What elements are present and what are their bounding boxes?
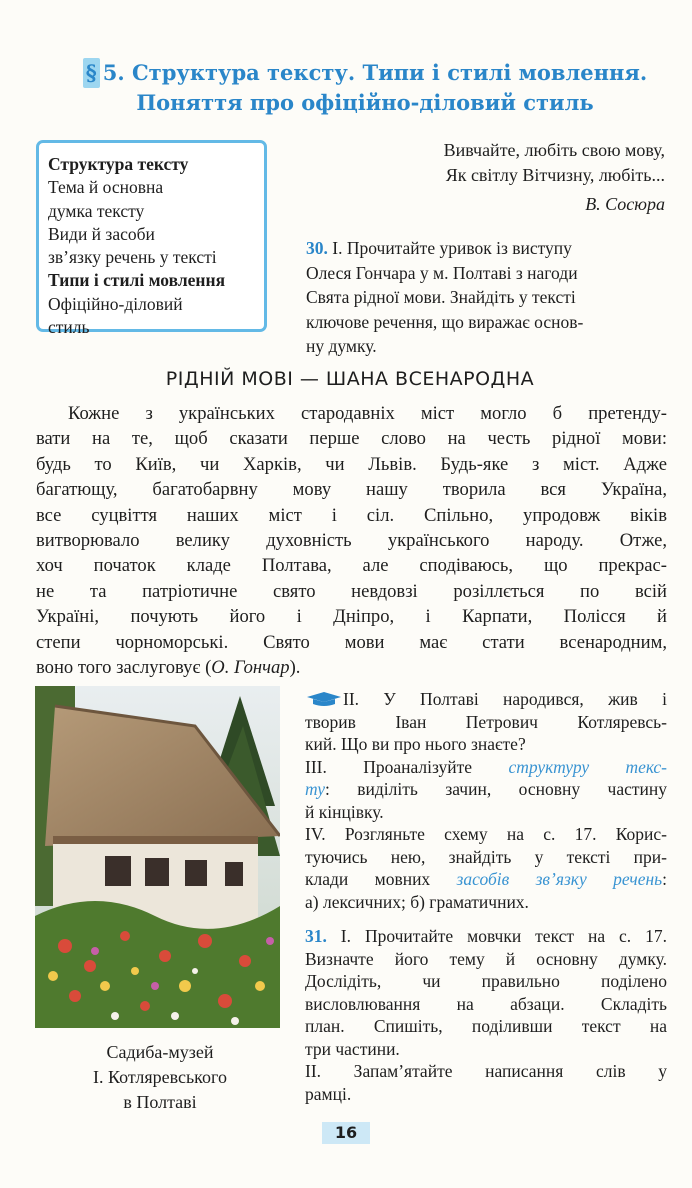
- task-line: [305, 925, 667, 948]
- epigraph: [300, 138, 665, 217]
- task-line: Дослідіть, чи правильно поділено: [305, 971, 667, 991]
- exercise-line: ну думку.: [306, 336, 377, 356]
- task-text: ІІ. У Полтаві народився, жив і: [343, 689, 667, 709]
- term-link: засобів зв’язку речень: [456, 869, 663, 889]
- exercise-number: 30.: [306, 238, 328, 258]
- epigraph-line: Як світлу Вітчизну, любіть...: [445, 165, 665, 185]
- box-line: Тема й основна: [48, 177, 164, 198]
- tasks-column: [305, 688, 667, 1105]
- paragraph-author: О. Гончар: [211, 656, 290, 678]
- main-paragraph: [36, 401, 667, 680]
- task-line: ІІ. Запам’ятайте написання слів у: [305, 1061, 667, 1081]
- photo-illustration: [35, 686, 280, 1028]
- exercise-line: І. Прочитайте уривок із виступу: [332, 238, 572, 258]
- box-line: Офіційно-діловий: [48, 293, 183, 314]
- paragraph-text: воно того заслуговує (: [36, 656, 212, 678]
- photo-caption: [50, 1040, 270, 1115]
- task-line: рамці.: [305, 1083, 352, 1104]
- box-line: Структура тексту: [48, 154, 189, 174]
- task-text: клади мовних: [305, 869, 457, 889]
- box-line: стиль: [48, 317, 90, 338]
- task-line: три частини.: [305, 1038, 400, 1059]
- term-link: структуру текс-: [508, 756, 667, 777]
- paragraph-text: ).: [289, 656, 301, 678]
- box-line: думка тексту: [48, 200, 145, 221]
- task-line: [305, 778, 667, 801]
- paragraph-line: не та патріотичне свято невдовзі розіллється по всій: [36, 580, 667, 602]
- epigraph-line: Вивчайте, любіть свою мову,: [443, 140, 665, 160]
- caption-line: І. Котляревського: [93, 1067, 227, 1087]
- caption-line: Садиба-музей: [106, 1042, 214, 1062]
- task-line: план. Спишіть, поділивши текст на: [305, 1016, 667, 1036]
- paragraph-line: вати на те, щоб сказати перше слово на честь рідної мови:: [36, 428, 667, 450]
- paragraph-line: витворювало велику духовність українського народу. Отже,: [36, 529, 667, 551]
- paragraph-line: степи чорноморські. Свято мови має стати всенародним,: [36, 631, 667, 653]
- term-link: ту: [305, 779, 325, 799]
- title-line-2: Поняття про офіційно-діловий стиль: [136, 90, 594, 115]
- paragraph-line: багатющу, багатобарвну мову нашу творила вся Україна,: [36, 479, 667, 501]
- manor-museum-photo: [35, 686, 280, 1028]
- task-line: [305, 868, 667, 891]
- exercise-line: ключове речення, що виражає основ-: [306, 311, 584, 332]
- paragraph-line: [36, 655, 667, 680]
- paragraph-line: будь то Київ, чи Харків, чи Львів. Будь-яке з міст. Адже: [36, 453, 667, 475]
- task-line: висловлювання на абзаци. Складіть: [305, 993, 667, 1014]
- box-line: зв’язку речень у тексті: [48, 247, 217, 268]
- box-line: Види й засоби: [48, 223, 155, 244]
- exercise-line: Свята рідної мови. Знайдіть у тексті: [306, 287, 576, 307]
- section-sign: §: [83, 58, 100, 88]
- page-number: 16: [322, 1122, 370, 1144]
- task-text: ІІІ. Проаналізуйте: [305, 756, 509, 777]
- paragraph-line: хоч початок кладе Полтава, але сподіваюсь, що прекрас-: [36, 555, 667, 577]
- key-terms-box: [36, 140, 267, 338]
- section-title: [60, 58, 670, 118]
- task-line: а) лексичних; б) граматичних.: [305, 891, 529, 912]
- task-text: І. Прочитайте мовчки текст на с. 17.: [326, 926, 667, 946]
- box-line: Типи і стилі мовлення: [48, 270, 226, 291]
- exercise-line: Олеся Гончара у м. Полтаві з нагоди: [306, 262, 578, 283]
- task-line: IV. Розгляньте схему на с. 17. Корис-: [305, 824, 667, 844]
- task-text: : виділіть зачин, основну частину: [324, 779, 667, 799]
- task-line: й кінцівку.: [305, 801, 384, 822]
- graduation-cap-icon: [305, 691, 343, 707]
- paragraph-line: Кожне з українських стародавніх міст могло б претенду-: [68, 403, 667, 424]
- title-line-1: 5. Структура тексту. Типи і стилі мовлення.: [102, 60, 648, 85]
- paragraph-line: все суцвіття наших міст і сіл. Спільно, упродовж віків: [36, 504, 667, 526]
- task-line: Визначте його тему й основну думку.: [305, 948, 667, 969]
- exercise-number: 31.: [305, 926, 327, 946]
- epigraph-author: В. Сосюра: [585, 194, 665, 214]
- paragraph-line: Україні, почують його і Дніпро, і Карпати, Полісся й: [36, 606, 667, 628]
- task-text: :: [662, 869, 667, 889]
- task-line: [305, 756, 667, 779]
- task-line: кий. Що ви про нього знаєте?: [305, 734, 526, 754]
- task-line: творив Іван Петрович Котляревсь-: [305, 711, 667, 732]
- text-heading: РІДНІЙ МОВІ — ШАНА ВСЕНАРОДНА: [165, 368, 535, 390]
- task-line: [305, 688, 667, 711]
- exercise-30: [306, 236, 666, 359]
- task-line: туючись нею, знайдіть у тексті при-: [305, 846, 667, 867]
- caption-line: в Полтаві: [123, 1092, 197, 1112]
